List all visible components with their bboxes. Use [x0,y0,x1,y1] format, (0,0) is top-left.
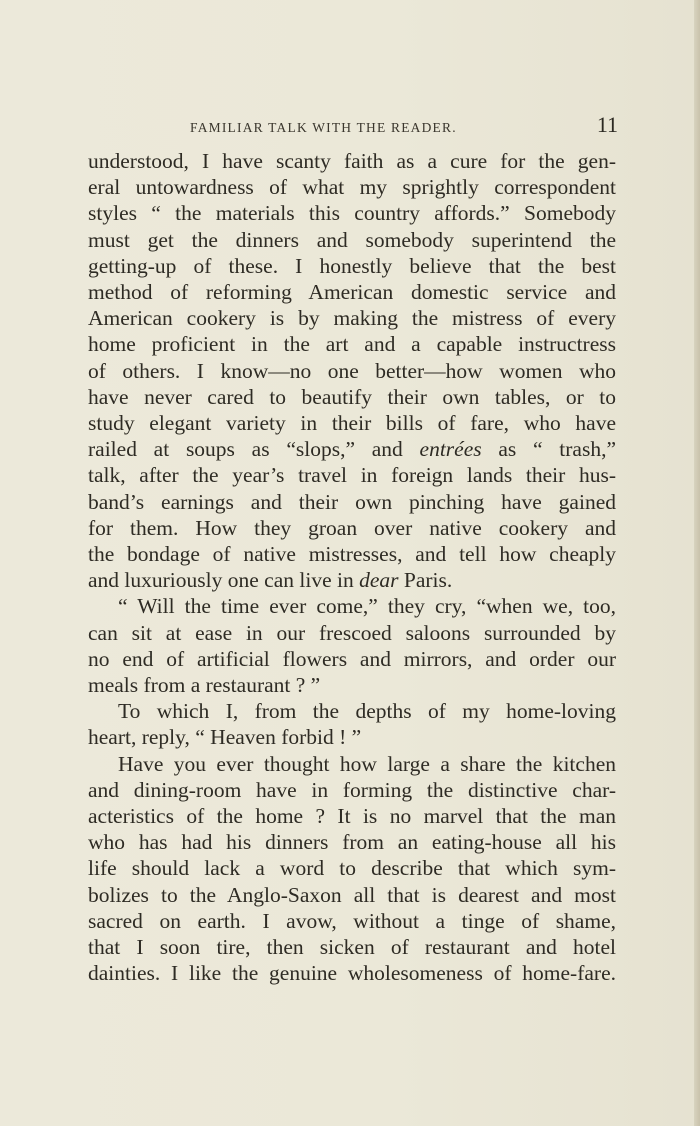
text-line: To which I, from the depths of my home-loving [118,699,616,724]
text-line: can sit at ease in our frescoed saloons surrounded by [88,620,616,645]
italic-word: entrées [419,437,482,462]
text-line: sacred on earth. I avow, without a tinge of shame, [88,908,616,933]
running-title: FAMILIAR TALK WITH THE READER. [190,120,457,135]
text-line: who has had his dinners from an eating-house all his [88,830,616,855]
text-line: Have you ever thought how large a share the kitchen [118,751,616,776]
text-line: talk, after the year’s travel in foreign lands their hus- [88,463,616,488]
text-line: of others. I know—no one better—how women who [88,358,616,383]
text-line: have never cared to beautify their own tables, or to [88,384,616,409]
paragraph-1 [88,148,616,593]
text-line: band’s earnings and their own pinching have gained [88,489,616,514]
page-number: 11 [596,112,618,137]
text-line: home proficient in the art and a capable instructress [88,332,616,357]
paragraph-4 [88,751,616,987]
italic-word: dear [359,568,399,593]
text-line: the bondage of native mistresses, and tell how cheaply [88,542,616,567]
text-line: bolizes to the Anglo-Saxon all that is dearest and most [88,882,616,907]
text-line: that I soon tire, then sicken of restaurant and hotel [88,935,616,960]
text-line: getting-up of these. I honestly believe that the best [88,253,616,278]
text-line: life should lack a word to describe that which sym- [88,856,616,881]
text-line: “ Will the time ever come,” they cry, “when we, too, [118,594,616,619]
body-text [88,148,616,987]
text-line-with-italic [88,436,616,462]
text-line: dainties. I like the genuine wholesomeness of home-fare. [88,961,616,986]
running-head [88,112,620,142]
text-run: railed at soups as “slops,” and [88,437,403,462]
text-line: understood, I have scanty faith as a cure for the gen- [88,149,616,173]
text-line: heart, reply, “ Heaven forbid ! ” [88,725,362,750]
text-line: method of reforming American domestic service and [88,280,616,305]
text-run: as “ trash,” [481,437,617,462]
page-edge [694,0,700,1126]
text-line: must get the dinners and somebody superintend the [88,227,616,252]
text-run: Paris. [398,568,453,593]
text-run: and luxuriously one can live in [88,568,354,593]
text-line: and dining-room have in forming the distinctive char- [88,777,616,802]
text-line: styles “ the materials this country affords.” Somebody [88,201,616,226]
text-line: study elegant variety in their bills of fare, who have [88,411,616,436]
text-line: for them. How they groan over native cookery and [88,515,616,540]
text-line: eral untowardness of what my sprightly correspondent [88,175,616,200]
paragraph-2 [88,593,616,698]
paragraph-3 [88,698,616,750]
text-line: no end of artificial flowers and mirrors, and order our [88,646,616,671]
text-line-with-italic [88,567,616,593]
text-line: acteristics of the home ? It is no marvel that the man [88,804,616,829]
text-line: meals from a restaurant ? ” [88,673,321,698]
text-line: American cookery is by making the mistress of every [88,306,616,331]
